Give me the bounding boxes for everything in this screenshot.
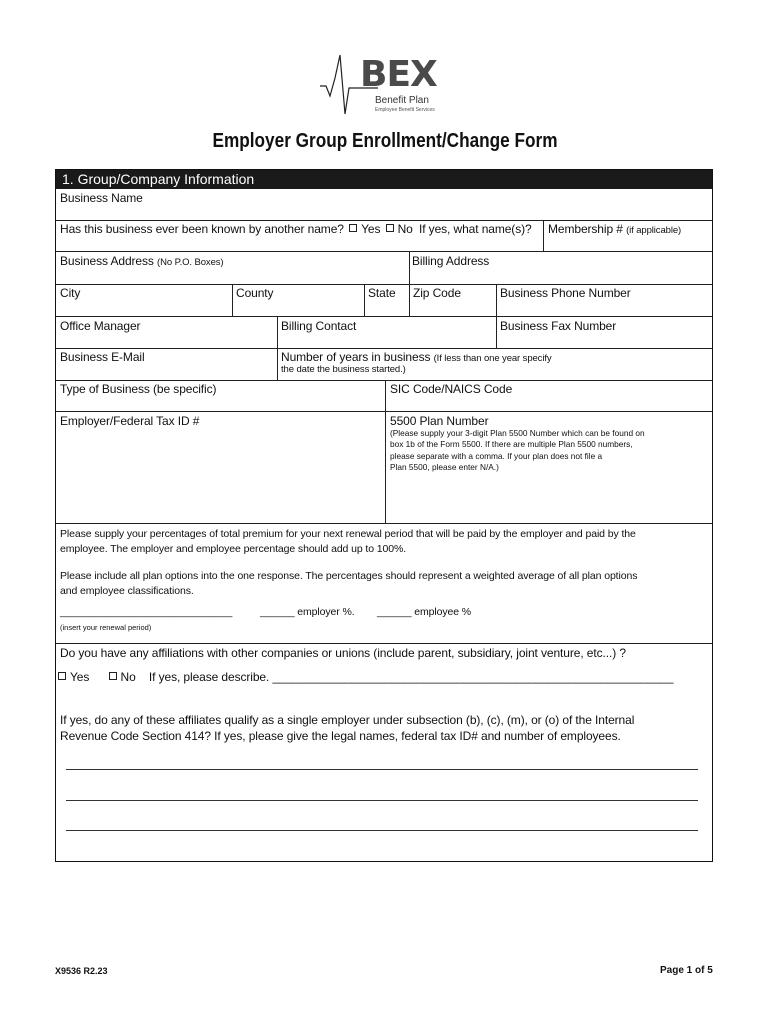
no-label: No (397, 222, 413, 236)
city-label[interactable]: City (60, 286, 81, 300)
billing-contact-label[interactable]: Billing Contact (281, 319, 357, 333)
row-divider (56, 380, 712, 381)
col-divider (409, 251, 410, 316)
membership-label: Membership # (548, 222, 623, 236)
membership-note: (if applicable) (626, 225, 682, 236)
row-divider (56, 348, 712, 349)
affiliations-no-label: No (120, 670, 136, 684)
form-frame (55, 169, 713, 862)
business-email-label[interactable]: Business E-Mail (60, 350, 145, 364)
row-divider (56, 411, 712, 412)
tax-id-label[interactable]: Employer/Federal Tax ID # (60, 414, 200, 428)
row-divider (56, 251, 712, 252)
business-name-label: Business Name (60, 191, 143, 205)
years-note-2: the date the business started.) (281, 364, 406, 375)
sic-code-label[interactable]: SIC Code/NAICS Code (390, 382, 513, 396)
logo-brand: BEX (360, 54, 437, 95)
affiliate-question-line: If yes, do any of these affiliates qualify as a single employer under subsection (b), (c), (m), or (o) of the Internal (60, 713, 635, 727)
known-question: Has this business ever been known by another name? (60, 222, 344, 236)
other-names-label: If yes, what name(s)? (418, 222, 532, 236)
affiliations-answer-row (56, 670, 673, 684)
affiliate-question-line: Revenue Code Section 414? If yes, please give the legal names, federal tax ID# and number of employees. (60, 729, 621, 743)
answer-line[interactable] (66, 800, 698, 801)
bex-logo (318, 54, 458, 124)
plan-note-line: box 1b of the Form 5500. If there are multiple Plan 5500 numbers, (390, 439, 633, 450)
premium-text-line: Please supply your percentages of total premium for your next renewal period that will be paid by the employer and paid by the (60, 528, 636, 540)
years-note-1: (If less than one year specify (433, 353, 552, 364)
business-phone-label[interactable]: Business Phone Number (500, 286, 631, 300)
form-title: Employer Group Enrollment/Change Form (212, 130, 558, 152)
row-divider (56, 643, 712, 644)
premium-text-line: and employee classifications. (60, 585, 194, 597)
form-code: X9536 R2.23 (55, 966, 108, 976)
type-of-business-label[interactable]: Type of Business (be specific) (60, 382, 217, 396)
renewal-period-input[interactable]: ______________________________ (60, 606, 233, 618)
plan-note-line: Plan 5500, please enter N/A.) (390, 462, 499, 473)
section-header: 1. Group/Company Information (56, 170, 712, 189)
affiliations-describe-input[interactable]: If yes, please describe. _____________________________________________________________ (148, 670, 674, 684)
affiliations-no-checkbox[interactable] (109, 672, 117, 680)
po-box-note: (No P.O. Boxes) (157, 257, 224, 268)
yes-checkbox[interactable] (349, 224, 357, 232)
premium-text-line: employee. The employer and employee percentage should add up to 100%. (60, 543, 407, 555)
business-address-field[interactable] (60, 254, 223, 268)
affiliations-yes-checkbox[interactable] (58, 672, 66, 680)
business-address-label: Business Address (60, 254, 154, 268)
row-divider (56, 523, 712, 524)
col-divider (364, 284, 365, 316)
employee-percent-input[interactable]: ______ employee % (377, 606, 472, 618)
page-number: Page 1 of 5 (660, 965, 713, 976)
plan-options-instructions (60, 569, 710, 599)
col-divider (232, 284, 233, 316)
col-divider (277, 316, 278, 380)
yes-label: Yes (361, 222, 381, 236)
answer-line[interactable] (66, 830, 698, 831)
logo-tagline: Employee Benefit Services (375, 107, 435, 113)
row-divider (56, 316, 712, 317)
office-manager-label[interactable]: Office Manager (60, 319, 141, 333)
plan-5500-note (390, 428, 645, 474)
premium-instructions (60, 527, 710, 557)
membership-field[interactable] (548, 222, 681, 236)
years-label: Number of years in business (281, 350, 431, 364)
row-divider (56, 220, 712, 221)
affiliate-qualify-question (60, 712, 634, 744)
plan-note-line: please separate with a comma. If your plan does not file a (390, 450, 603, 461)
plan-note-line: (Please supply your 3-digit Plan 5500 Number which can be found on (390, 428, 645, 438)
premium-text-line: Please include all plan options into the one response. The percentages should represent a weighted average of all plan options (60, 570, 638, 582)
known-by-other-name-row (60, 222, 532, 236)
zip-code-label[interactable]: Zip Code (413, 286, 461, 300)
plan-5500-label[interactable]: 5500 Plan Number (390, 414, 489, 428)
billing-address-label[interactable]: Billing Address (412, 254, 490, 268)
no-checkbox[interactable] (386, 224, 394, 232)
county-label[interactable]: County (236, 286, 274, 300)
state-label[interactable]: State (368, 286, 396, 300)
col-divider (385, 380, 386, 523)
answer-line[interactable] (66, 769, 698, 770)
business-fax-label[interactable]: Business Fax Number (500, 319, 617, 333)
row-divider (56, 284, 712, 285)
logo-subtitle: Benefit Plan (375, 95, 429, 106)
renewal-period-note: (insert your renewal period) (60, 623, 152, 632)
affiliations-yes-label: Yes (70, 670, 90, 684)
employer-percent-input[interactable]: ______ employer %. (260, 606, 355, 618)
col-divider (496, 284, 497, 348)
affiliations-question: Do you have any affiliations with other companies or unions (include parent, subsidiary, joint venture, etc...) ? (60, 646, 626, 660)
years-in-business-field[interactable] (281, 350, 552, 364)
col-divider (543, 220, 544, 251)
